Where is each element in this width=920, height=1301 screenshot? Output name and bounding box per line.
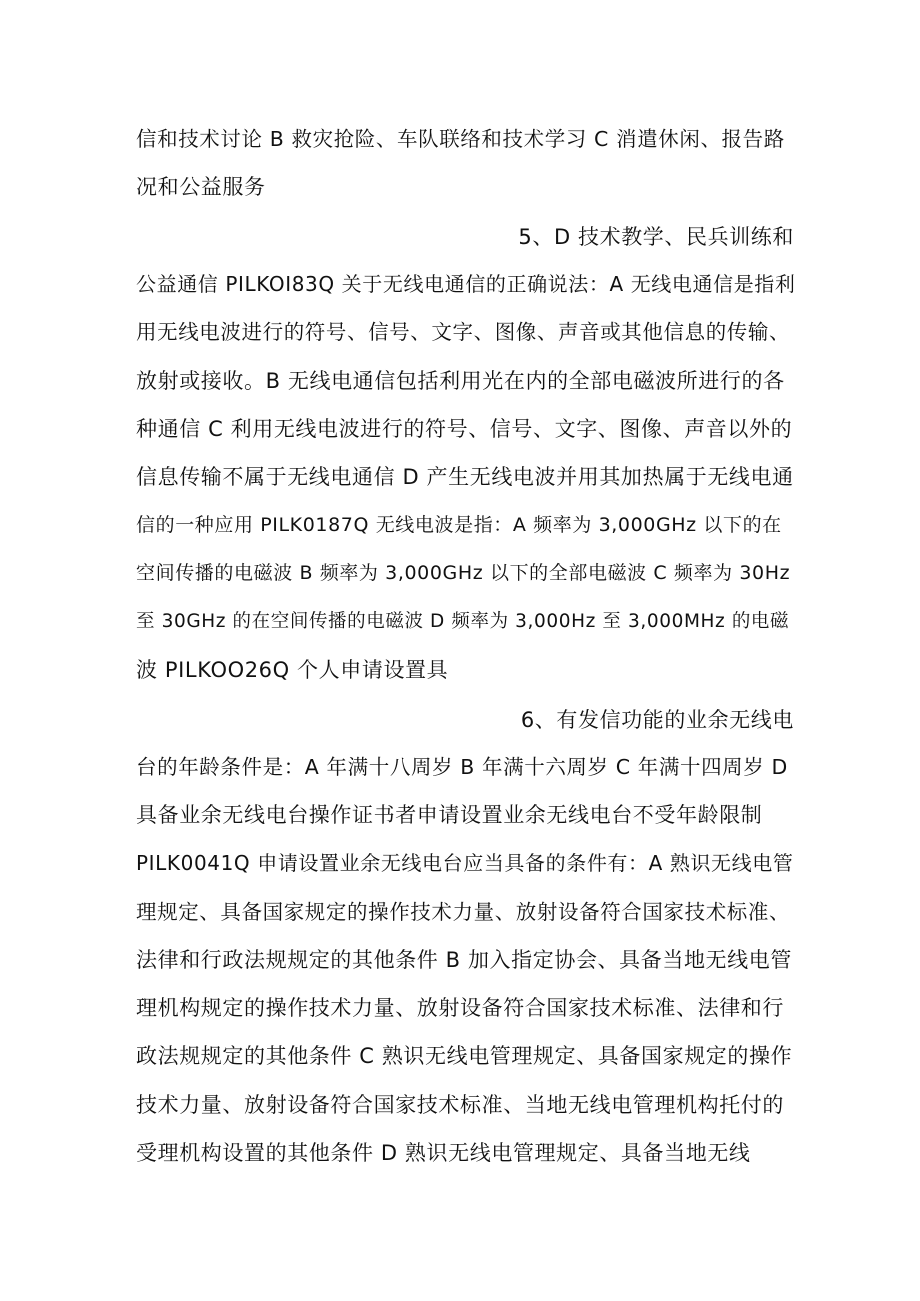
text-line: 公益通信 PILKOI83Q 关于无线电通信的正确说法：A 无线电通信是指利 <box>136 272 796 296</box>
text-line: 波 PILKOO26Q 个人申请设置具 <box>136 658 449 682</box>
text-line: 5、D 技术教学、民兵训练和 <box>518 225 794 249</box>
text-line: 信和技术讨论 B 救灾抢险、车队联络和技术学习 C 消遣休闲、报告路 <box>136 127 785 151</box>
text-line: 6、有发信功能的业余无线电 <box>520 708 794 732</box>
text-line: 况和公益服务 <box>136 175 266 199</box>
text-line: 技术力量、放射设备符合国家技术标准、当地无线电管理机构托付的 <box>136 1093 784 1117</box>
text-line: 放射或接收。B 无线电通信包括利用光在内的全部电磁波所进行的各 <box>136 369 785 393</box>
text-line: PILK0041Q 申请设置业余无线电台应当具备的条件有：A 熟识无线电管 <box>136 851 794 875</box>
text-line: 空间传播的电磁波 B 频率为 3,000GHz 以下的全部电磁波 C 频率为 30Hz <box>136 562 791 584</box>
text-line: 种通信 C 利用无线电波进行的符号、信号、文字、图像、声音以外的 <box>136 417 793 441</box>
text-line: 政法规规定的其他条件 C 熟识无线电管理规定、具备国家规定的操作 <box>136 1044 793 1068</box>
text-line: 用无线电波进行的符号、信号、文字、图像、声音或其他信息的传输、 <box>136 320 791 344</box>
text-line: 理机构规定的操作技术力量、放射设备符合国家技术标准、法律和行 <box>136 996 784 1020</box>
text-line: 法律和行政法规规定的其他条件 B 加入指定协会、具备当地无线电管 <box>136 948 792 972</box>
text-line: 受理机构设置的其他条件 D 熟识无线电管理规定、具备当地无线 <box>136 1141 751 1165</box>
text-line: 信息传输不属于无线电通信 D 产生无线电波并用其加热属于无线电通 <box>136 465 794 489</box>
text-line: 信的一种应用 PILK0187Q 无线电波是指：A 频率为 3,000GHz 以下的在 <box>136 514 782 536</box>
text-line: 理规定、具备国家规定的操作技术力量、放射设备符合国家技术标准、 <box>136 900 791 924</box>
text-line: 具备业余无线电台操作证书者申请设置业余无线电台不受年龄限制 <box>136 803 763 827</box>
text-line: 至 30GHz 的在空间传播的电磁波 D 频率为 3,000Hz 至 3,000MHz 的电磁 <box>136 611 790 632</box>
text-line: 台的年龄条件是：A 年满十八周岁 B 年满十六周岁 C 年满十四周岁 D <box>136 755 788 779</box>
